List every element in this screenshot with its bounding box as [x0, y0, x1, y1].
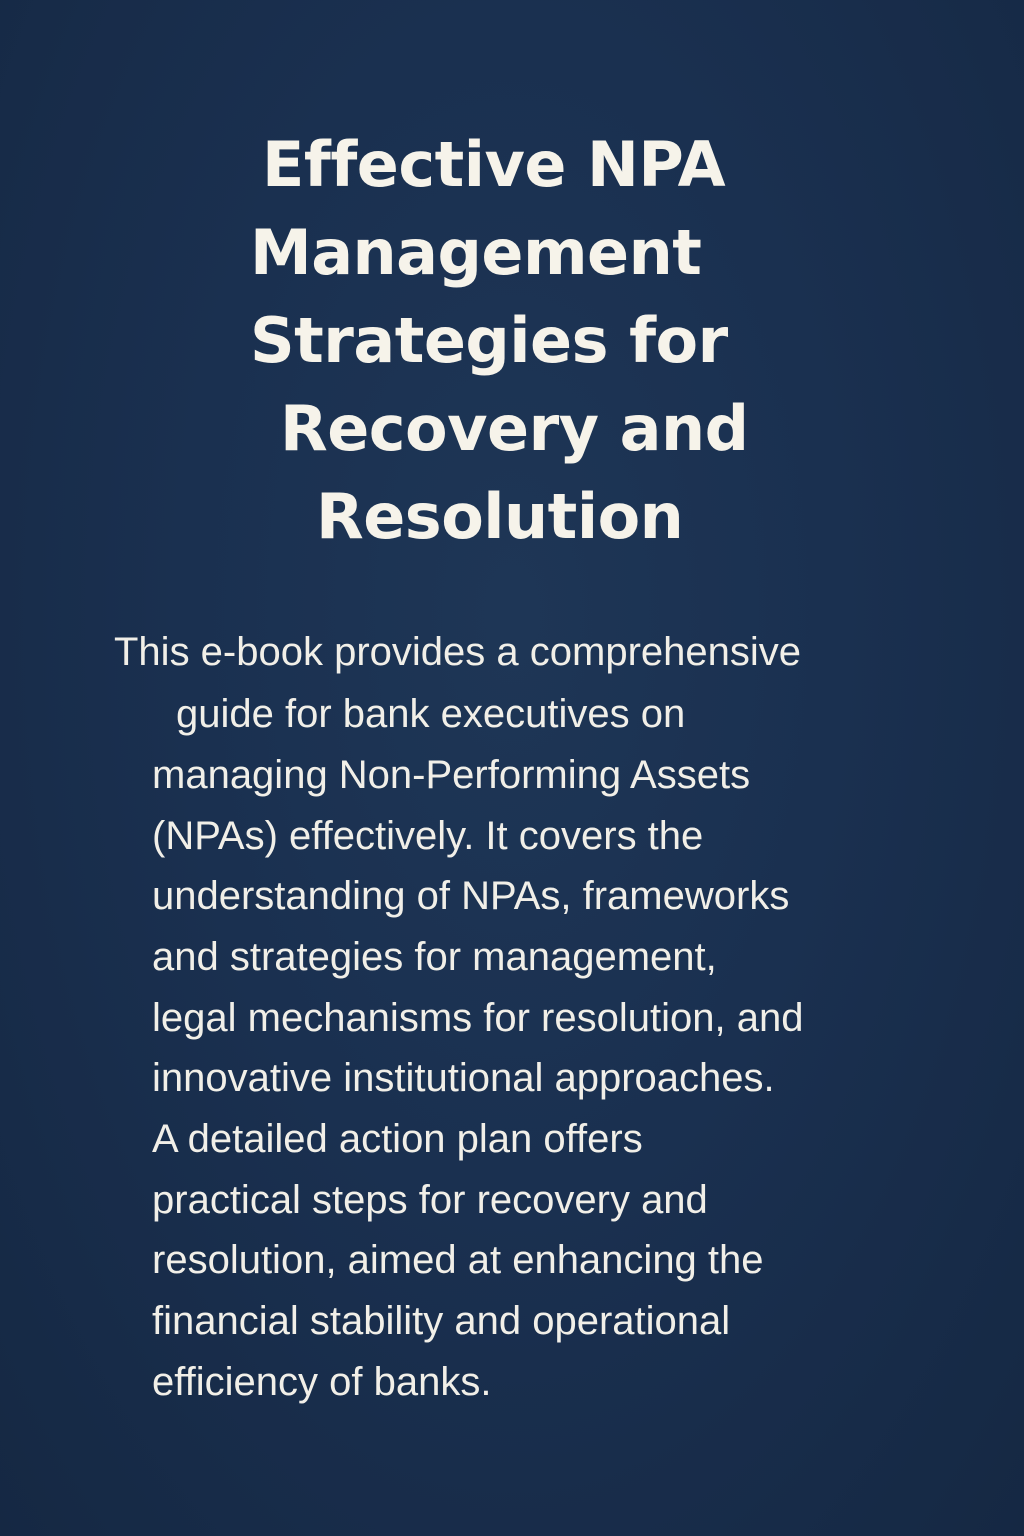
title-line-2: Management: [250, 216, 702, 289]
description-line-2: guide for bank executives on: [176, 692, 686, 736]
title-line-4: Recovery and: [280, 392, 749, 465]
description-line-1: This e-book provides a comprehensive: [114, 630, 802, 674]
description-line-12: financial stability and operational: [152, 1299, 731, 1343]
description-line-4: (NPAs) effectively. It covers the: [152, 814, 704, 858]
description-line-13: efficiency of banks.: [152, 1360, 492, 1404]
description-line-10: practical steps for recovery and: [152, 1178, 708, 1222]
title-line-5: Resolution: [316, 480, 684, 553]
description-line-9: A detailed action plan offers: [152, 1117, 643, 1161]
description-line-11: resolution, aimed at enhancing the: [152, 1238, 764, 1282]
title-line-3: Strategies for: [250, 304, 728, 377]
title-line-1: Effective NPA: [262, 128, 726, 201]
description-line-3: managing Non-Performing Assets: [152, 753, 751, 797]
description-line-7: legal mechanisms for resolution, and: [152, 996, 804, 1040]
description-line-5: understanding of NPAs, frameworks: [152, 874, 790, 918]
description-line-8: innovative institutional approaches.: [152, 1056, 775, 1100]
description-line-6: and strategies for management,: [152, 935, 717, 979]
